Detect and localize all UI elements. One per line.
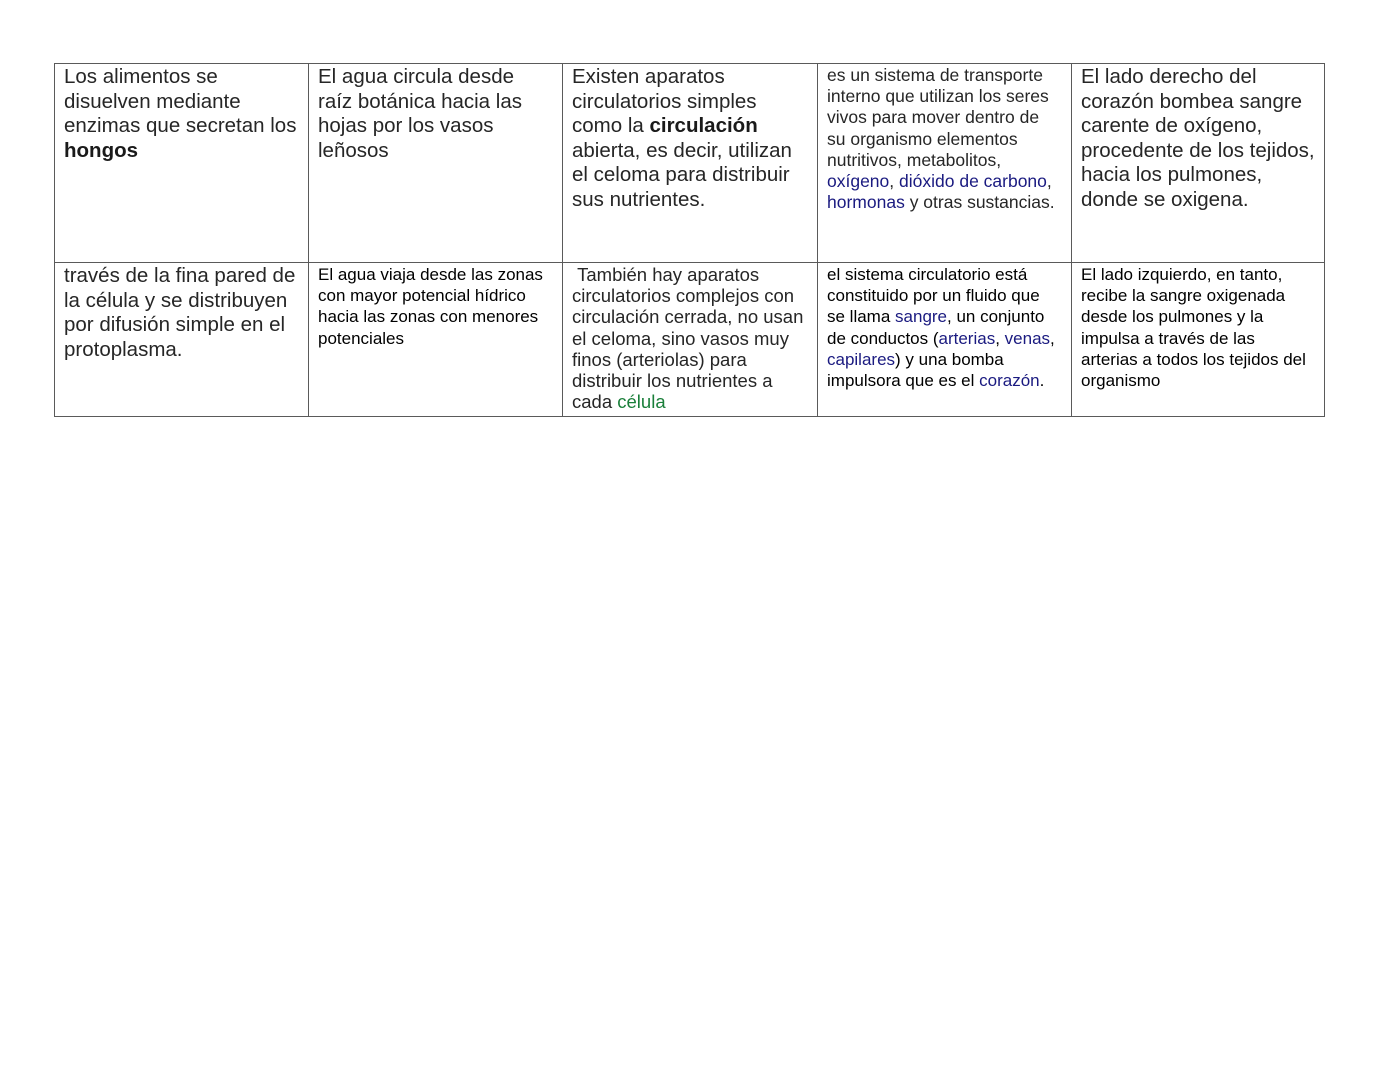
bold-term: hongos: [64, 138, 139, 162]
separator: ,: [1050, 328, 1055, 348]
link-sangre[interactable]: sangre: [895, 307, 948, 327]
cell-text: .: [1039, 371, 1045, 391]
cell-text: el sistema circulatorio está constituido por un fluido que se llama: [827, 265, 1040, 327]
cell-text: El lado derecho del corazón bombea sangre carente de oxígeno, procedente de los tejidos, hacia los pulmones, donde se oxigena.: [1081, 65, 1315, 211]
separator: ,: [1046, 171, 1052, 192]
content-table: [54, 63, 1325, 417]
cell-text: abierta, es decir, utilizan el celoma para distribuir sus nutrientes.: [572, 138, 792, 211]
link-corazon[interactable]: corazón: [979, 371, 1040, 391]
table-cell: [563, 64, 818, 263]
table-cell: [818, 64, 1072, 263]
link-oxigeno[interactable]: oxígeno: [827, 171, 890, 192]
cell-text: Existen aparatos circulatorios simples como la: [572, 65, 757, 137]
table-cell: [55, 263, 309, 417]
cell-text: El lado izquierdo, en tanto, recibe la sangre oxigenada desde los pulmones y la impulsa a través de las arterias a todos los tejidos del organismo: [1081, 265, 1306, 391]
cell-text: y otras sustancias.: [904, 192, 1055, 213]
table-cell: [818, 263, 1072, 417]
cell-text: es un sistema de transporte interno que utilizan los seres vivos para mover dentro de su organismo elementos nutritivos, metabolitos,: [827, 65, 1049, 170]
cell-text: ) y una bomba impulsora que es el: [827, 349, 1004, 391]
cell-text: través de la fina pared de la célula y se distribuyen por difusión simple en el protoplasma.: [64, 264, 296, 361]
link-celula[interactable]: célula: [617, 391, 666, 413]
table-row: [55, 64, 1325, 263]
table-row: [55, 263, 1325, 417]
table-cell: [1072, 263, 1325, 417]
cell-text: El agua circula desde raíz botánica hacia las hojas por los vasos leñosos: [318, 65, 522, 162]
table-cell: [309, 263, 563, 417]
table-cell: [1072, 64, 1325, 263]
cell-text: , un conjunto de conductos (: [827, 307, 1045, 348]
bold-term: circulación: [649, 114, 758, 137]
separator: ,: [889, 171, 900, 192]
table-cell: [55, 64, 309, 263]
cell-text: Los alimentos se disuelven mediante enzimas que secretan los: [64, 65, 297, 137]
table-cell: [563, 263, 818, 417]
link-arterias[interactable]: arterias: [938, 328, 996, 348]
link-hormonas[interactable]: hormonas: [827, 192, 905, 213]
link-capilares[interactable]: capilares: [827, 349, 896, 369]
separator: ,: [995, 328, 1005, 348]
cell-text: El agua viaja desde las zonas con mayor potencial hídrico hacia las zonas con menores potenciales: [318, 265, 543, 348]
table-cell: [309, 64, 563, 263]
cell-text: También hay aparatos circulatorios complejos con circulación cerrada, no usan el celoma, sino vasos muy finos (arteriolas) para distribuir los nutrientes a cada: [572, 264, 809, 413]
link-venas[interactable]: venas: [1004, 328, 1051, 348]
link-dioxido-de-carbono[interactable]: dióxido de carbono: [899, 171, 1047, 192]
